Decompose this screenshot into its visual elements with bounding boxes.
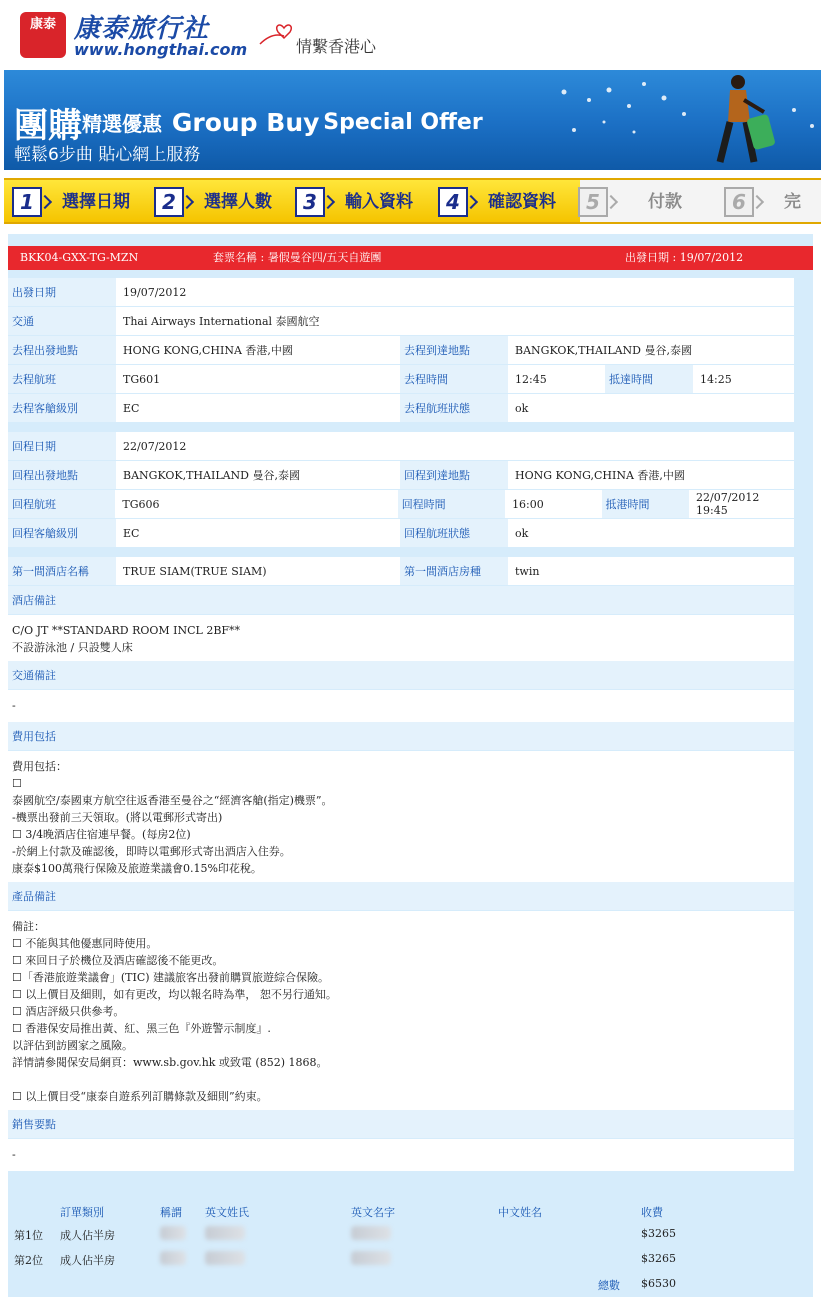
logo-url[interactable]: www.hongthai.com (74, 40, 248, 59)
step-4[interactable]: 4 確認資料 (438, 186, 556, 218)
sales-points-body: - (8, 1139, 794, 1171)
table-row: 回程日期 22/07/2012 (8, 432, 794, 461)
slogan: 情繫香港心 (296, 37, 377, 56)
order-summary (8, 1202, 813, 1297)
itinerary-table (8, 278, 794, 1171)
package-name: 套票名稱 : 暑假曼谷四/五天自遊團 (213, 251, 382, 264)
step-3[interactable]: 3 輸入資料 (295, 186, 413, 218)
table-row: 去程客艙級別 EC 去程航班狀態 ok (8, 394, 794, 423)
product-note-heading: 產品備註 (8, 882, 794, 911)
logo-name[interactable]: 康泰旅行社 (74, 14, 210, 44)
row-2-fee: $3265 (641, 1252, 676, 1265)
table-row: 去程航班 TG601 去程時間 12:45 抵達時間 14:25 (8, 365, 794, 394)
row-2-type: 成人佔半房 (60, 1254, 115, 1267)
step-2[interactable]: 2 選擇人數 (154, 186, 272, 218)
redacted-surname (205, 1226, 245, 1240)
transport-note-body: - (8, 690, 794, 722)
redacted-surname (205, 1251, 245, 1265)
header-surname: 英文姓氏 (205, 1206, 249, 1219)
row-1-type: 成人佔半房 (60, 1229, 115, 1242)
step-5: 5 付款 (578, 186, 682, 218)
step-1[interactable]: 1 選擇日期 (12, 186, 130, 218)
header-given-name: 英文名字 (351, 1206, 395, 1219)
step-6: 6 完 (724, 186, 801, 218)
logo-seal[interactable]: 康泰 (20, 12, 66, 58)
departure-date: 出發日期 : 19/07/2012 (625, 251, 744, 264)
sales-points-heading: 銷售要點 (8, 1110, 794, 1139)
table-row: 出發日期 19/07/2012 (8, 278, 794, 307)
redacted-title (160, 1226, 186, 1240)
hotel-note-body: C/O JT **STANDARD ROOM INCL 2BF** 不設游泳池 / 只設雙人床 (8, 615, 794, 661)
booking-steps (4, 178, 821, 224)
transport-note-heading: 交通備註 (8, 661, 794, 690)
row-2-position: 第2位 (14, 1254, 43, 1267)
group-buy-banner (4, 70, 821, 170)
heart-plane-icon (258, 22, 298, 48)
product-note-body: 備註： ☐ 不能與其他優惠同時使用。 ☐ 來回日子於機位及酒店確認後不能更改。 ☐「香港旅遊業議會」(TIC) 建議旅客出發前購買旅遊綜合保險。 ☐ 以上價目及細則，如有更改，均以報名時為準， 恕不另行通知。 ☐ 酒店評級只供參考。 ☐ 香港保安局推出黃、紅、黑三色『外遊警示制度』. 以評估到訪國家之風險。 詳情請參閱保安局網頁：www.sb.gov.hk 或致電 (852) 1868。 ☐ 以上價目受“康泰自遊系列訂購條款及細則”約束。 (8, 911, 794, 1110)
redacted-title (160, 1251, 186, 1265)
fee-heading: 費用包括 (8, 722, 794, 751)
tour-code: BKK04-GXX-TG-MZN (20, 251, 139, 264)
booking-details (8, 234, 813, 1297)
site-header (0, 0, 821, 70)
table-row: 回程航班 TG606 回程時間 16:00 抵港時間 22/07/2012 19:45 (8, 490, 794, 519)
table-row: 交通 Thai Airways International 泰國航空 (8, 307, 794, 336)
banner-title: 團購精選優惠 Group Buy Special Offer (14, 106, 483, 146)
table-row: 回程客艙級別 EC 回程航班狀態 ok (8, 519, 794, 548)
table-row: 回程出發地點 BANGKOK,THAILAND 曼谷,泰國 回程到達地點 HONG KONG,CHINA 香港,中國 (8, 461, 794, 490)
traveler-illustration (704, 72, 784, 168)
row-1-fee: $3265 (641, 1227, 676, 1240)
header-fee: 收費 (641, 1206, 663, 1219)
total-amount: $6530 (641, 1277, 676, 1290)
total-label: 總數 (598, 1279, 620, 1292)
redacted-given-name (351, 1226, 391, 1240)
hotel-note-heading: 酒店備註 (8, 586, 794, 615)
tour-info-bar (8, 246, 813, 270)
table-row: 去程出發地點 HONG KONG,CHINA 香港,中國 去程到達地點 BANGKOK,THAILAND 曼谷,泰國 (8, 336, 794, 365)
table-row: 第一間酒店名稱 TRUE SIAM(TRUE SIAM) 第一間酒店房種 twin (8, 557, 794, 586)
fee-body: 費用包括： ☐ 泰國航空/泰國東方航空往返香港至曼谷之“經濟客艙(指定)機票”。 -機票出發前三天領取。(將以電郵形式寄出) ☐ 3/4晚酒店住宿連早餐。(每房2位) -於網上付款及確認後，即時以電郵形式寄出酒店入住券。 康泰$100萬飛行保險及旅遊業議會0.15%印花稅。 (8, 751, 794, 882)
header-order-type: 訂單類別 (60, 1206, 104, 1219)
header-chinese-name: 中文姓名 (498, 1206, 542, 1219)
header-title: 稱謂 (160, 1206, 182, 1219)
redacted-given-name (351, 1251, 391, 1265)
banner-subtitle: 輕鬆6步曲 貼心網上服務 (14, 145, 201, 165)
row-1-position: 第1位 (14, 1229, 43, 1242)
